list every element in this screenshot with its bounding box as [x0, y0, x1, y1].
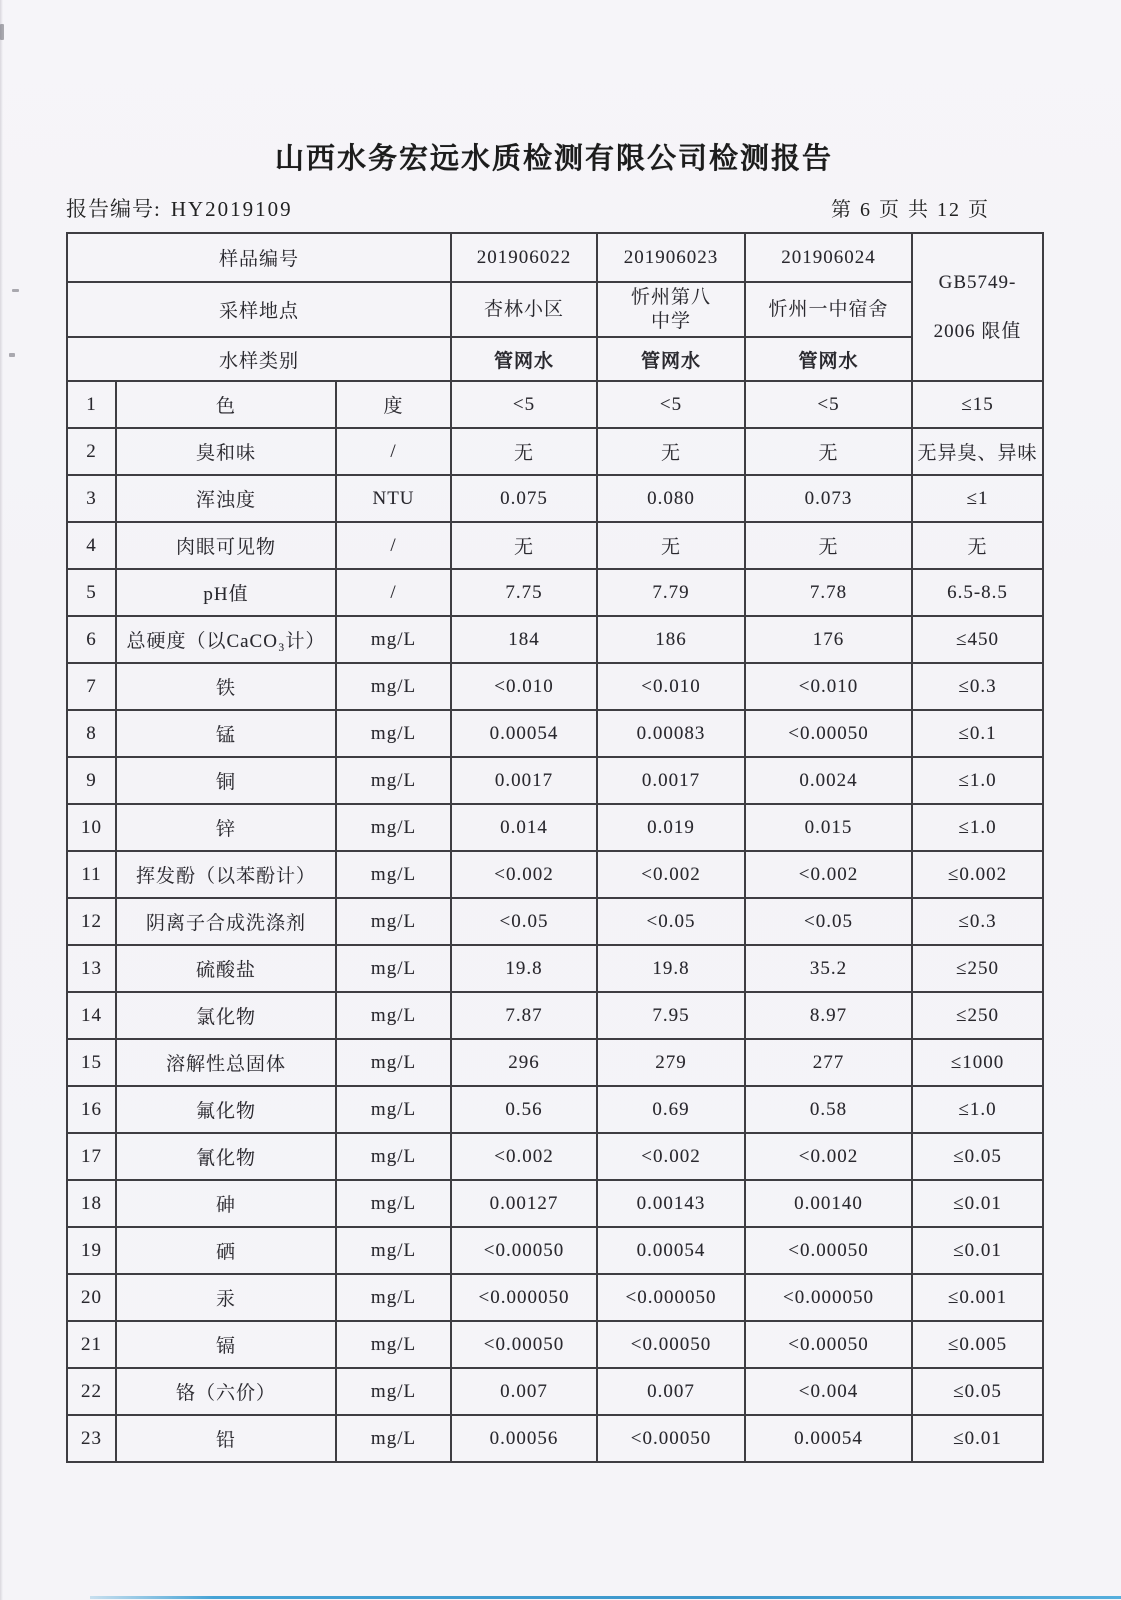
row-number: 19 [67, 1227, 116, 1274]
limit-value: ≤0.05 [912, 1368, 1043, 1415]
row-number: 4 [67, 522, 116, 569]
sample2-value: <0.05 [597, 898, 745, 945]
sample2-value: 0.00143 [597, 1180, 745, 1227]
sample1-value: 无 [451, 428, 597, 475]
header-row-location [67, 282, 1043, 337]
scan-artifact [0, 24, 4, 40]
table-row [67, 428, 1043, 475]
parameter-name: 氰化物 [116, 1133, 336, 1180]
limit-value: ≤0.005 [912, 1321, 1043, 1368]
sample1-value: <0.002 [451, 1133, 597, 1180]
paper-edge [0, 0, 3, 1600]
sample-no-1: 201906022 [451, 233, 597, 282]
unit-cell: mg/L [336, 1086, 451, 1133]
row-number: 16 [67, 1086, 116, 1133]
location-2 [597, 282, 745, 337]
limit-value: ≤250 [912, 992, 1043, 1039]
sample-no-3: 201906024 [745, 233, 912, 282]
sample3-value: 0.58 [745, 1086, 912, 1133]
sample3-value: 176 [745, 616, 912, 663]
water-type-1: 管网水 [451, 337, 597, 381]
limit-value: ≤0.3 [912, 663, 1043, 710]
sample3-value: <0.010 [745, 663, 912, 710]
sample3-value: 0.015 [745, 804, 912, 851]
table-row [67, 710, 1043, 757]
location-label: 采样地点 [67, 282, 451, 337]
limit-value: ≤0.1 [912, 710, 1043, 757]
parameter-name: 色 [116, 381, 336, 428]
sample1-value: <5 [451, 381, 597, 428]
unit-cell: mg/L [336, 710, 451, 757]
table-row [67, 992, 1043, 1039]
row-number: 18 [67, 1180, 116, 1227]
table-row [67, 1415, 1043, 1462]
limit-value: ≤0.01 [912, 1180, 1043, 1227]
sample2-value: 无 [597, 522, 745, 569]
unit-cell: mg/L [336, 1133, 451, 1180]
unit-cell: mg/L [336, 1180, 451, 1227]
sample1-value: <0.05 [451, 898, 597, 945]
sample2-value: <0.002 [597, 1133, 745, 1180]
sample1-value: 无 [451, 522, 597, 569]
sample3-value: <0.00050 [745, 1227, 912, 1274]
table-row [67, 757, 1043, 804]
report-title: 山西水务宏远水质检测有限公司检测报告 [274, 143, 833, 175]
unit-cell: / [336, 428, 451, 475]
unit-cell: mg/L [336, 1039, 451, 1086]
unit-cell: mg/L [336, 992, 451, 1039]
sample-no-label: 样品编号 [67, 233, 451, 282]
row-number: 9 [67, 757, 116, 804]
sample1-value: <0.00050 [451, 1227, 597, 1274]
sample2-value: 0.080 [597, 475, 745, 522]
unit-cell: NTU [336, 475, 451, 522]
table-row [67, 1274, 1043, 1321]
unit-cell: mg/L [336, 898, 451, 945]
limit-value: ≤0.01 [912, 1227, 1043, 1274]
sample1-value: 0.00056 [451, 1415, 597, 1462]
limit-header-line2: 2006 限值 [933, 321, 1022, 342]
limit-value: ≤1000 [912, 1039, 1043, 1086]
unit-cell: mg/L [336, 757, 451, 804]
row-number: 2 [67, 428, 116, 475]
parameter-name: 浑浊度 [116, 475, 336, 522]
water-type-label: 水样类别 [67, 337, 451, 381]
unit-cell: mg/L [336, 1368, 451, 1415]
unit-cell: mg/L [336, 851, 451, 898]
limit-value: ≤1 [912, 475, 1043, 522]
page-indicator: 第 6 页 共 12 页 [831, 199, 990, 221]
row-number: 8 [67, 710, 116, 757]
sample3-value: 35.2 [745, 945, 912, 992]
parameter-name: 铬（六价） [116, 1368, 336, 1415]
table-row [67, 851, 1043, 898]
scan-artifact [9, 353, 15, 357]
limit-header-line1: GB5749- [938, 272, 1017, 293]
sample2-value: 7.79 [597, 569, 745, 616]
table-row [67, 945, 1043, 992]
report-number-value: HY2019109 [170, 197, 293, 221]
sample1-value: 7.87 [451, 992, 597, 1039]
parameter-name: 铅 [116, 1415, 336, 1462]
sample2-value: 7.95 [597, 992, 745, 1039]
parameter-name: 溶解性总固体 [116, 1039, 336, 1086]
sample2-value: <0.00050 [597, 1415, 745, 1462]
parameter-name: 汞 [116, 1274, 336, 1321]
parameter-name: 氟化物 [116, 1086, 336, 1133]
parameter-name: 总硬度（以CaCO₃计） [116, 616, 336, 663]
report-number-label: 报告编号: [66, 197, 161, 221]
table-row [67, 898, 1043, 945]
sample3-value: 无 [745, 428, 912, 475]
sample3-value: 0.073 [745, 475, 912, 522]
location-3: 忻州一中宿舍 [745, 282, 912, 337]
parameter-name: 硫酸盐 [116, 945, 336, 992]
unit-cell: mg/L [336, 1227, 451, 1274]
limit-value: 无异臭、异味 [912, 428, 1043, 475]
water-type-2: 管网水 [597, 337, 745, 381]
row-number: 21 [67, 1321, 116, 1368]
parameter-name: 铜 [116, 757, 336, 804]
sample3-value: 8.97 [745, 992, 912, 1039]
parameter-name: 锰 [116, 710, 336, 757]
parameter-name: 臭和味 [116, 428, 336, 475]
sample1-value: 184 [451, 616, 597, 663]
sample2-value: <0.010 [597, 663, 745, 710]
scanner-line-artifact [90, 1596, 1121, 1599]
parameter-name: 硒 [116, 1227, 336, 1274]
table-row [67, 1133, 1043, 1180]
sample2-value: 无 [597, 428, 745, 475]
table-row [67, 475, 1043, 522]
parameter-name: 肉眼可见物 [116, 522, 336, 569]
sample-no-2: 201906023 [597, 233, 745, 282]
unit-cell: mg/L [336, 616, 451, 663]
scan-artifact [12, 289, 19, 292]
sample2-value: 0.69 [597, 1086, 745, 1133]
sample1-value: <0.000050 [451, 1274, 597, 1321]
sample3-value: 0.00054 [745, 1415, 912, 1462]
row-number: 22 [67, 1368, 116, 1415]
row-number: 10 [67, 804, 116, 851]
sample2-value: <0.002 [597, 851, 745, 898]
limit-value: ≤1.0 [912, 757, 1043, 804]
sample3-value: 无 [745, 522, 912, 569]
sample1-value: 0.00054 [451, 710, 597, 757]
sample2-value: <5 [597, 381, 745, 428]
sample3-value: 7.78 [745, 569, 912, 616]
sample1-value: <0.002 [451, 851, 597, 898]
sample3-value: <5 [745, 381, 912, 428]
unit-cell: / [336, 522, 451, 569]
limit-value: ≤450 [912, 616, 1043, 663]
sample3-value: <0.000050 [745, 1274, 912, 1321]
table-row [67, 1227, 1043, 1274]
sample2-value: 186 [597, 616, 745, 663]
parameter-name: 砷 [116, 1180, 336, 1227]
sample2-value: 0.0017 [597, 757, 745, 804]
sample3-value: 277 [745, 1039, 912, 1086]
limit-value: ≤0.01 [912, 1415, 1043, 1462]
sample3-value: <0.00050 [745, 710, 912, 757]
unit-cell: / [336, 569, 451, 616]
row-number: 11 [67, 851, 116, 898]
sample1-value: 0.00127 [451, 1180, 597, 1227]
limit-value: 无 [912, 522, 1043, 569]
report-meta-row [66, 193, 1042, 223]
parameter-name: pH值 [116, 569, 336, 616]
unit-cell: mg/L [336, 945, 451, 992]
sample3-value: <0.002 [745, 851, 912, 898]
table-row [67, 1368, 1043, 1415]
row-number: 14 [67, 992, 116, 1039]
limit-value: ≤1.0 [912, 804, 1043, 851]
table-row [67, 804, 1043, 851]
sample2-value: 0.007 [597, 1368, 745, 1415]
row-number: 1 [67, 381, 116, 428]
limit-column-header [912, 233, 1043, 381]
sample1-value: 7.75 [451, 569, 597, 616]
header-tbody [67, 233, 1043, 381]
sample1-value: 0.007 [451, 1368, 597, 1415]
unit-cell: mg/L [336, 663, 451, 710]
unit-cell: mg/L [336, 1415, 451, 1462]
limit-value: ≤1.0 [912, 1086, 1043, 1133]
table-row [67, 616, 1043, 663]
sample1-value: 296 [451, 1039, 597, 1086]
row-number: 15 [67, 1039, 116, 1086]
sample1-value: 19.8 [451, 945, 597, 992]
limit-value: ≤0.05 [912, 1133, 1043, 1180]
parameter-name: 锌 [116, 804, 336, 851]
sample2-value: <0.00050 [597, 1321, 745, 1368]
limit-value: 6.5-8.5 [912, 569, 1043, 616]
table-row [67, 381, 1043, 428]
limit-value: ≤250 [912, 945, 1043, 992]
parameter-name: 铁 [116, 663, 336, 710]
sample2-value: <0.000050 [597, 1274, 745, 1321]
row-number: 13 [67, 945, 116, 992]
sample3-value: <0.00050 [745, 1321, 912, 1368]
limit-value: ≤0.001 [912, 1274, 1043, 1321]
report-number [66, 193, 293, 223]
sample2-value: 0.00083 [597, 710, 745, 757]
row-number: 23 [67, 1415, 116, 1462]
row-number: 17 [67, 1133, 116, 1180]
sample2-value: 279 [597, 1039, 745, 1086]
results-tbody [67, 381, 1043, 1462]
results-table [66, 232, 1044, 1463]
table-row [67, 1321, 1043, 1368]
parameter-name: 挥发酚（以苯酚计） [116, 851, 336, 898]
unit-cell: mg/L [336, 1274, 451, 1321]
row-number: 12 [67, 898, 116, 945]
unit-cell: mg/L [336, 1321, 451, 1368]
table-row [67, 569, 1043, 616]
sample1-value: 0.014 [451, 804, 597, 851]
sample2-value: 0.00054 [597, 1227, 745, 1274]
unit-cell: mg/L [336, 804, 451, 851]
table-row [67, 1086, 1043, 1133]
location-1: 杏林小区 [451, 282, 597, 337]
sample3-value: 0.0024 [745, 757, 912, 804]
limit-value: ≤0.002 [912, 851, 1043, 898]
sample1-value: 0.0017 [451, 757, 597, 804]
sample3-value: <0.004 [745, 1368, 912, 1415]
water-type-3: 管网水 [745, 337, 912, 381]
sample2-value: 0.019 [597, 804, 745, 851]
limit-value: ≤15 [912, 381, 1043, 428]
table-row [67, 1180, 1043, 1227]
parameter-name: 镉 [116, 1321, 336, 1368]
row-number: 20 [67, 1274, 116, 1321]
sample3-value: <0.05 [745, 898, 912, 945]
row-number: 6 [67, 616, 116, 663]
row-number: 7 [67, 663, 116, 710]
header-row-sample-no [67, 233, 1043, 282]
table-row [67, 522, 1043, 569]
table-row [67, 663, 1043, 710]
sample3-value: <0.002 [745, 1133, 912, 1180]
sample1-value: 0.075 [451, 475, 597, 522]
sample1-value: 0.56 [451, 1086, 597, 1133]
sample3-value: 0.00140 [745, 1180, 912, 1227]
row-number: 3 [67, 475, 116, 522]
row-number: 5 [67, 569, 116, 616]
sample1-value: <0.010 [451, 663, 597, 710]
header-row-water-type [67, 337, 1043, 381]
table-row [67, 1039, 1043, 1086]
parameter-name: 氯化物 [116, 992, 336, 1039]
unit-cell: 度 [336, 381, 451, 428]
location-2-text: 忻州第八中学 [631, 286, 712, 332]
limit-value: ≤0.3 [912, 898, 1043, 945]
sample1-value: <0.00050 [451, 1321, 597, 1368]
parameter-name: 阴离子合成洗涤剂 [116, 898, 336, 945]
sample2-value: 19.8 [597, 945, 745, 992]
